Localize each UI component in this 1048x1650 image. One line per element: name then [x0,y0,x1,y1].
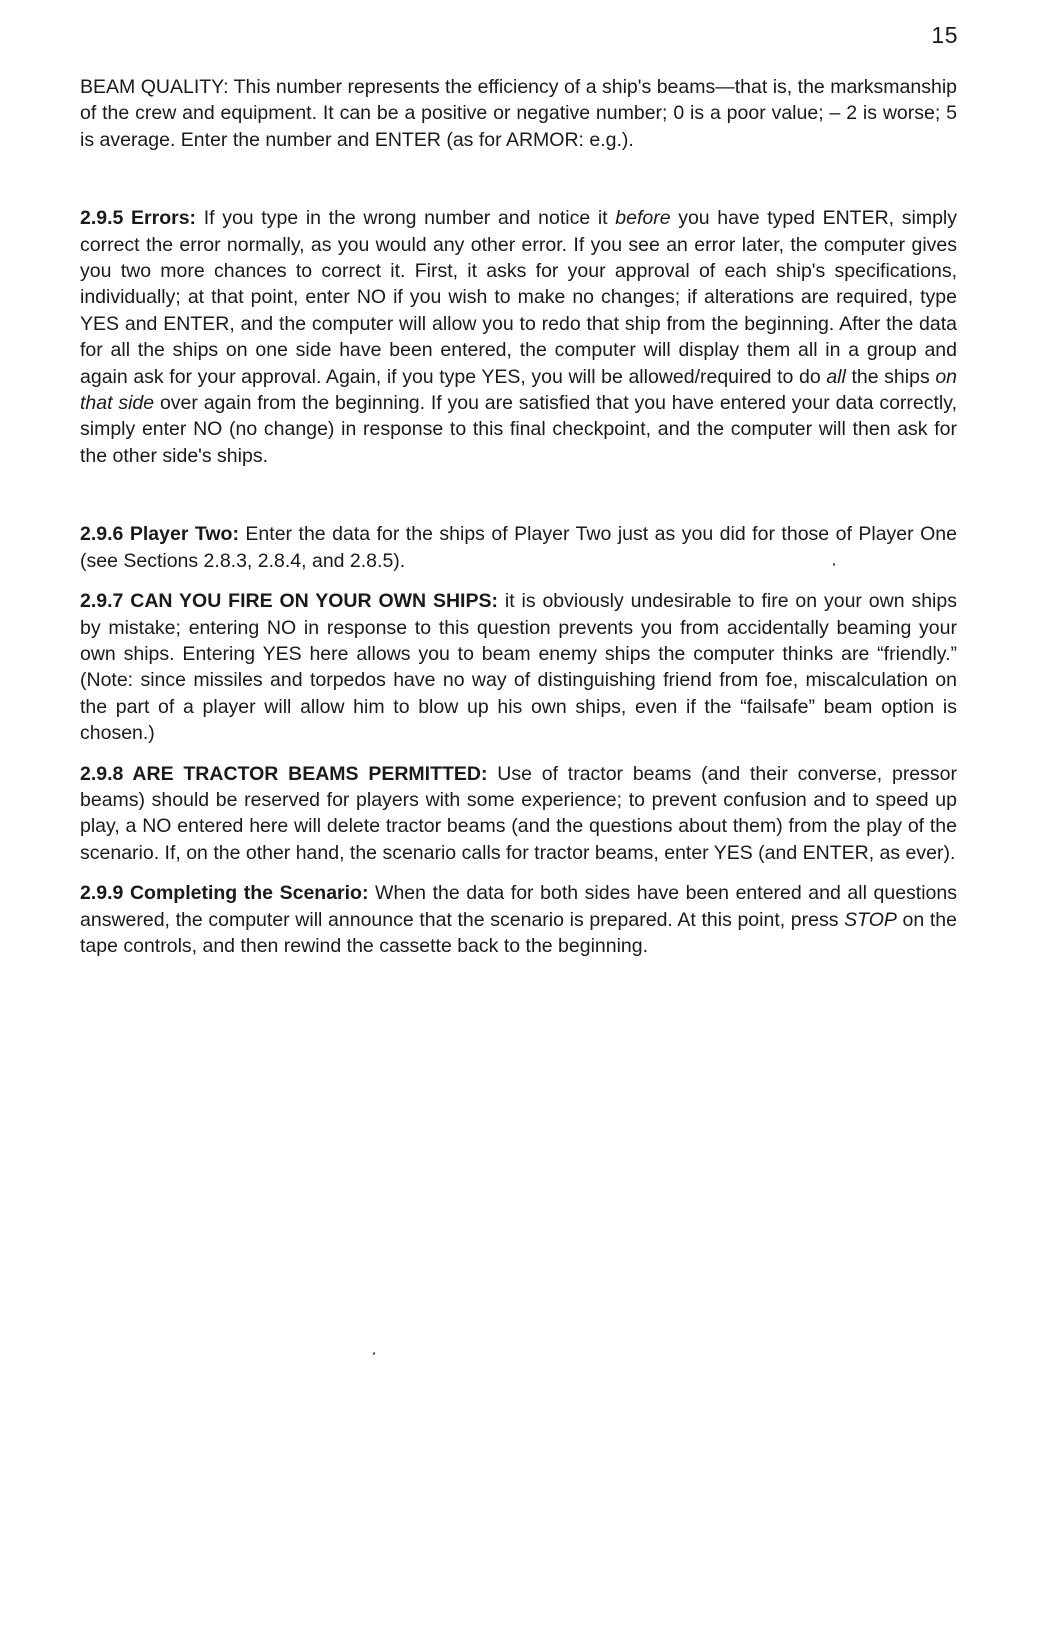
body-text: When the data for both sides have been entered and all questions answered, the computer will announce that the scenario is prepared. At this point, press [80,882,957,931]
emphasis-text: all [826,365,846,388]
paragraph-heading: 2.9.8 ARE TRACTOR BEAMS PERMITTED: [80,762,488,785]
paragraph-errors [80,205,957,469]
paragraph-heading: 2.9.5 Errors: [80,207,197,230]
body-text: the ships [845,365,936,388]
body-text: on the tape controls, and then rewind the cassette back to the beginning. [80,908,957,957]
paragraph-player-two [80,521,957,574]
print-speck [833,563,835,566]
paragraph-completing-scenario [80,880,957,959]
paragraph-beam-quality [80,74,957,153]
document-body [80,74,957,959]
body-text: over again from the beginning. If you are satisfied that you have entered your data correctly, simply enter NO (no change) in response to this final checkpoint, and the computer will then ask for the other side's ships. [80,392,957,467]
page-number: 15 [931,22,958,48]
body-text: This number represents the efficiency of a ship's beams—that is, the marksmanship of the crew and equipment. It can be a positive or negative number; 0 is a poor value; – 2 is worse; 5 is average. Enter the number and ENTER (as for ARMOR: e.g.). [80,76,957,151]
body-text: If you type in the wrong number and notice it [196,207,616,230]
body-text: Use of tractor beams (and their converse, pressor beams) should be reserved for players with some experience; to prevent confusion and to speed up play, a NO entered here will delete tractor beams (and the questions about them) from the play of the scenario. If, on the other hand, the scenario calls for tractor beams, enter YES (and ENTER, as ever). [80,762,957,864]
paragraph-heading: 2.9.7 CAN YOU FIRE ON YOUR OWN SHIPS: [80,590,498,613]
emphasis-text: STOP [844,908,897,931]
paragraph-heading: BEAM QUALITY: [80,76,229,98]
body-text: it is obviously undesirable to fire on your own ships by mistake; entering NO in response to this question prevents you from accidentally beaming your own ships. Entering YES here allows you to beam enemy ships the computer thinks are “friendly.” (Note: since missiles and torpedos have no way of distinguishing friend from foe, miscalculation on the part of a player will allow him to blow up his own ships, even if the “failsafe” beam option is chosen.) [80,590,957,745]
paragraph-tractor-beams [80,761,957,867]
emphasis-text: before [615,207,671,230]
paragraph-heading: 2.9.6 Player Two: [80,523,239,546]
paragraph-heading: 2.9.9 Completing the Scenario: [80,882,369,905]
paragraph-fire-own-ships [80,588,957,746]
body-text: you have typed ENTER, simply correct the error normally, as you would any other error. If you see an error later, the computer gives you two more chances to correct it. First, it asks for your approval of each ship's specifications, individually; at that point, enter NO if you wish to make no changes; if alterations are required, type YES and ENTER, and the computer will allow you to redo that ship from the beginning. After the data for all the ships on one side have been entered, the computer will display them all in a group and again ask for your approval. Again, if you type YES, you will be allowed/required to do [80,207,958,388]
emphasis-text: on that side [80,365,958,415]
body-text: Enter the data for the ships of Player Two just as you did for those of Player One (see Sections 2.8.3, 2.8.4, and 2.8.5). [80,523,957,572]
print-speck [372,1352,375,1356]
